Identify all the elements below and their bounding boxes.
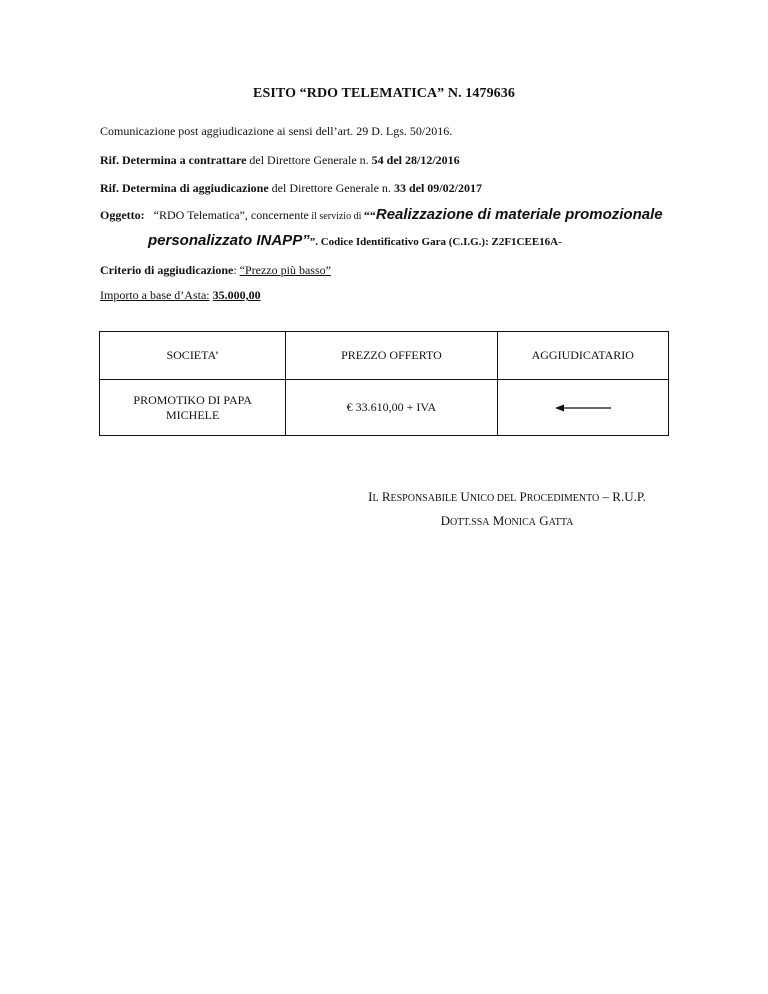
base-amount-value: 35.000,00 [212,288,261,302]
table-header-row [100,332,669,380]
header-winner: AGGIUDICATARIO [497,332,668,380]
reference-contract-label: Rif. Determina a contrattare [100,153,247,167]
criterion-separator: : [233,263,240,277]
reference-award-mid: del Direttore Generale n. [268,181,394,195]
subject-quote-close: ” [309,236,316,248]
base-amount-line [100,288,261,302]
criterion-line [100,263,331,277]
signature-name: DOTT.SSA MONICA GATTA [440,513,574,528]
subject-quote-open: ““ [363,208,376,222]
reference-award-number: 33 del 09/02/2017 [393,181,482,195]
subject-line-1 [100,208,663,224]
table-row [100,380,669,436]
cell-company [100,380,286,436]
subject-title-part1: Realizzazione di materiale promozionale [375,206,663,223]
company-name-line1: PROMOTIKO DI PAPA [133,392,252,407]
signature-role: IL RESPONSABILE UNICO DEL PROCEDIMENTO – R.U.P. [368,489,646,504]
results-table [99,331,669,436]
left-arrow-icon [555,403,611,413]
cell-price: € 33.610,00 + IVA [286,380,497,436]
communication-line: Comunicazione post aggiudicazione ai sensi dell’art. 29 D. Lgs. 50/2016. [100,124,453,138]
subject-title-part2: personalizzato INAPP” [148,232,310,249]
document-title: ESITO “RDO TELEMATICA” N. 1479636 [253,86,515,101]
header-price: PREZZO OFFERTO [286,332,497,380]
subject-intro: “RDO Telematica”, concernente [153,208,309,222]
reference-contract-line [100,153,460,167]
subject-label: Oggetto: [100,208,145,222]
subject-line-2 [148,234,562,249]
company-name-line2: MICHELE [165,407,220,422]
criterion-value: “Prezzo più basso” [239,263,331,277]
cell-winner [497,380,668,436]
subject-cig: . Codice Identificativo Gara (C.I.G.): Z2F1CEE16A- [315,236,562,248]
criterion-label: Criterio di aggiudicazione [100,263,234,277]
subject-service: il servizio di [308,211,364,222]
reference-contract-mid: del Direttore Generale n. [246,153,372,167]
base-amount-label: Importo a base d’Asta: [100,288,210,302]
reference-award-label: Rif. Determina di aggiudicazione [100,181,269,195]
signature-block [312,486,702,534]
reference-award-line [100,181,482,195]
reference-contract-number: 54 del 28/12/2016 [371,153,460,167]
header-company: SOCIETA’ [100,332,286,380]
